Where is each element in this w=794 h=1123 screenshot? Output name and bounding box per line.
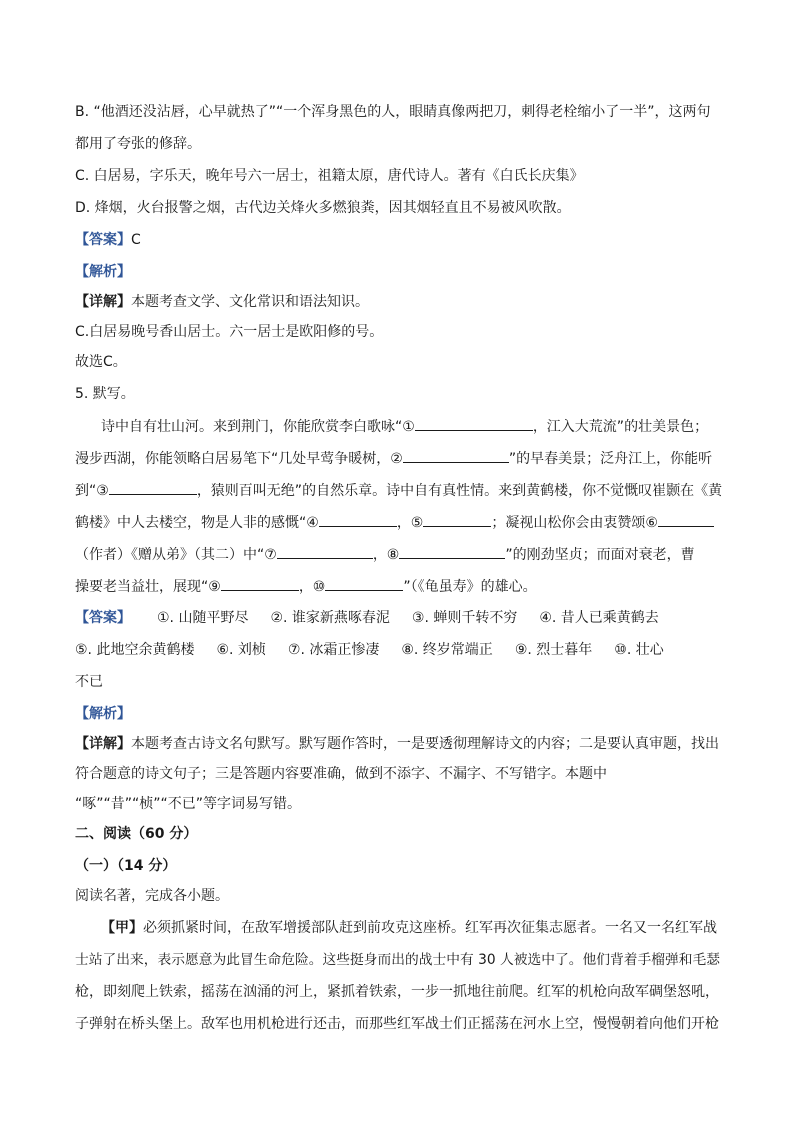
- answer-item: ⑩. 壮心: [614, 642, 664, 658]
- answer-item: ②. 谁家新燕啄春泥: [270, 610, 390, 626]
- answer-value: C: [131, 232, 141, 248]
- text: 必须抓紧时间，在敌军增援部队赶到前攻克这座桥。红军再次征集志愿者。一名又一名红军战: [143, 920, 717, 936]
- analysis-tag: 【解析】: [75, 264, 131, 280]
- q5-detail-line2: 符合题意的诗文句子；三是答题内容要准确，做到不添字、不漏字、不写错字。本题中: [75, 766, 607, 782]
- answer-item: ④. 昔人已乘黄鹤去: [539, 610, 659, 626]
- text: 到“③: [75, 483, 109, 499]
- text: ，猿则百叫无绝”的自然乐章。诗中自有真性情。来到黄鹤楼，你不觉慨叹崔颢在《黄: [196, 483, 723, 499]
- option-b-line1: B. “他酒还没沾唇，心早就热了”“一个浑身黑色的人，眼睛真像两把刀，刺得老栓缩小了一半”，这两句: [75, 104, 711, 120]
- text: ，⑧: [372, 547, 400, 563]
- q5-heading: 5. 默写。: [75, 386, 135, 402]
- fill-blank-5[interactable]: [423, 512, 491, 527]
- text: 本题考查古诗文名句默写。默写题作答时，一是要透彻理解诗文的内容；二是要认真审题，找出: [131, 736, 719, 752]
- q5-answer-row1: [75, 608, 723, 628]
- text: ”的刚劲坚贞；而面对衰老，曹: [505, 547, 695, 563]
- detail-text: 本题考查文学、文化常识和语法知识。: [131, 294, 369, 310]
- answer-item: ⑧. 终岁常端正: [401, 642, 493, 658]
- text: ，⑩: [298, 579, 326, 595]
- text: 诗中自有壮山河。来到荆门，你能欣赏李白歌咏“①: [101, 419, 415, 435]
- text: ，⑤: [396, 515, 424, 531]
- q5-paragraph-line2: [75, 448, 723, 469]
- answer-item: ⑨. 烈士暮年: [514, 642, 593, 658]
- q4-analysis-line: [75, 262, 723, 282]
- text: 鹤楼》中人去楼空，物是人非的感慨“④: [75, 515, 319, 531]
- q5-detail-line1: [75, 734, 723, 754]
- detail-tag: 【详解】: [75, 736, 131, 752]
- q5-detail-line3: “啄”“昔”“桢”“不已”等字词易写错。: [75, 796, 302, 812]
- option-b-line2: 都用了夸张的修辞。: [75, 136, 201, 152]
- text: 操要老当益壮，展现“⑨: [75, 579, 221, 595]
- fill-blank-2[interactable]: [403, 448, 509, 463]
- q5-paragraph-line1: [101, 416, 723, 437]
- answer-item: ⑤. 此地空余黄鹤楼: [75, 642, 195, 658]
- text: ”（《龟虽寿》的雄心。: [403, 579, 537, 595]
- section2-heading: 二、阅读（60 分）: [75, 826, 198, 842]
- jia-tag: 【甲】: [101, 920, 143, 936]
- passage-jia-line3: 枪，即刻爬上铁索，摇荡在汹涌的河上，紧抓着铁索，一步一抓地往前爬。红军的机枪向敌军碉堡怒吼，: [75, 984, 719, 1000]
- text: ；凝视山松你会由衷赞颂⑥: [491, 515, 658, 531]
- option-d: D. 烽烟，火台报警之烟，古代边关烽火多燃狼粪，因其烟轻直且不易被风吹散。: [75, 200, 571, 216]
- q4-conclusion: 故选C。: [75, 354, 127, 370]
- answer-item: ①. 山随平野尽: [157, 610, 249, 626]
- detail-tag: 【详解】: [75, 294, 131, 310]
- fill-blank-9[interactable]: [221, 576, 299, 591]
- q5-answer-row2: [75, 640, 723, 660]
- text: 漫步西湖，你能领略白居易笔下“几处早莺争暖树，②: [75, 451, 403, 467]
- section2-instruction: 阅读名著，完成各小题。: [75, 888, 229, 904]
- q5-paragraph-line4: [75, 512, 723, 533]
- answer-item: ⑥. 刘桢: [216, 642, 266, 658]
- answer-item: ③. 蝉则千转不穷: [411, 610, 518, 626]
- option-c: C. 白居易，字乐天，晚年号六一居士，祖籍太原，唐代诗人。著有《白氏长庆集》: [75, 168, 584, 184]
- passage-jia-line1: [101, 918, 723, 938]
- q5-answer-row3: 不已: [75, 674, 103, 690]
- section2-sub-heading: （一）（14 分）: [75, 858, 177, 874]
- q4-detail-line2: C.白居易晚号香山居士。六一居士是欧阳修的号。: [75, 324, 384, 340]
- passage-jia-line4: 子弹射在桥头堡上。敌军也用机枪进行还击，而那些红军战士们正摇荡在河水上空，慢慢朝着向他们开枪: [75, 1016, 719, 1032]
- q4-detail-line: [75, 292, 723, 312]
- q4-answer-line: [75, 230, 723, 250]
- q5-paragraph-line3: [75, 480, 723, 501]
- analysis-tag: 【解析】: [75, 706, 131, 722]
- fill-blank-4[interactable]: [319, 512, 397, 527]
- q5-analysis-line: [75, 704, 723, 724]
- passage-jia-line2: 士站了出来，表示愿意为此冒生命危险。这些挺身而出的战士中有 30 人被选中了。他们背着手榴弹和毛瑟: [75, 952, 720, 968]
- answer-tag: 【答案】: [75, 232, 131, 248]
- answer-tag: 【答案】: [75, 610, 131, 626]
- fill-blank-7[interactable]: [277, 544, 373, 559]
- fill-blank-3[interactable]: [109, 480, 197, 495]
- text: （作者）《赠从弟》（其二）中“⑦: [75, 547, 277, 563]
- fill-blank-10[interactable]: [325, 576, 403, 591]
- text: ”的早春美景；泛舟江上，你能听: [508, 451, 713, 467]
- fill-blank-8[interactable]: [399, 544, 505, 559]
- q5-paragraph-line5: [75, 544, 723, 565]
- answer-item: ⑦. 冰霜正惨凄: [287, 642, 380, 658]
- q5-paragraph-line6: [75, 576, 723, 597]
- fill-blank-6[interactable]: [658, 512, 714, 527]
- fill-blank-1[interactable]: [415, 416, 533, 431]
- text: ，江入大荒流”的壮美景色；: [532, 419, 709, 435]
